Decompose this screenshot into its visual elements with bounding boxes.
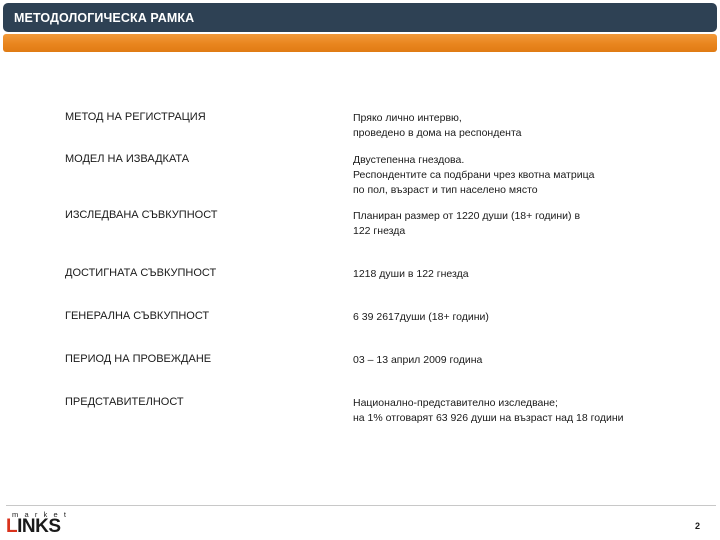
value-line: Национално-представително изследване;: [353, 397, 558, 409]
row-value: [353, 111, 522, 141]
value-line: Планиран размер от 1220 души (18+ години) в: [353, 210, 581, 222]
value-line: на 1% отговарят 63 926 души на възраст над 18 години: [353, 412, 624, 424]
logo-main-text: [6, 516, 61, 538]
row-value: [353, 353, 482, 368]
row-label: ИЗСЛЕДВАНА СЪВКУПНОСТ: [65, 209, 218, 221]
value-line: Двустепенна гнездова.: [353, 154, 465, 166]
row-value: [353, 153, 594, 198]
value-line: по пол, възраст и тип населено място: [353, 184, 538, 196]
title-bar: [3, 3, 717, 32]
row-label: ПЕРИОД НА ПРОВЕЖДАНЕ: [65, 353, 212, 365]
row-value: [353, 267, 469, 282]
value-line: 03 – 13 април 2009 година: [353, 354, 483, 366]
page-title: МЕТОДОЛОГИЧЕСКА РАМКА: [14, 11, 195, 25]
value-line: 1218 души в 122 гнезда: [353, 268, 469, 280]
row-value: [353, 396, 624, 426]
page-number: 2: [694, 521, 700, 531]
value-line: Респондентите са подбрани чрез квотна матрица: [353, 169, 595, 181]
row-label: ГЕНЕРАЛНА СЪВКУПНОСТ: [65, 310, 210, 322]
value-line: 6 39 2617души (18+ години): [353, 311, 489, 323]
logo-first-letter: L: [6, 516, 18, 537]
footer-divider: [6, 505, 716, 506]
value-line: Пряко лично интервю,: [353, 112, 462, 124]
value-line: 122 гнезда: [353, 225, 406, 237]
accent-bar: [3, 34, 717, 52]
value-line: проведено в дома на респондента: [353, 127, 522, 139]
logo-rest-letters: INKS: [17, 516, 61, 537]
logo-top-text: market: [12, 510, 73, 519]
row-label: МОДЕЛ НА ИЗВАДКАТА: [65, 153, 190, 165]
row-label: ПРЕДСТАВИТЕЛНОСТ: [65, 396, 184, 408]
market-links-logo: [6, 510, 76, 536]
row-value: [353, 310, 489, 325]
row-label: ДОСТИГНАТА СЪВКУПНОСТ: [65, 267, 217, 279]
row-value: [353, 209, 580, 239]
row-label: МЕТОД НА РЕГИСТРАЦИЯ: [65, 111, 206, 123]
